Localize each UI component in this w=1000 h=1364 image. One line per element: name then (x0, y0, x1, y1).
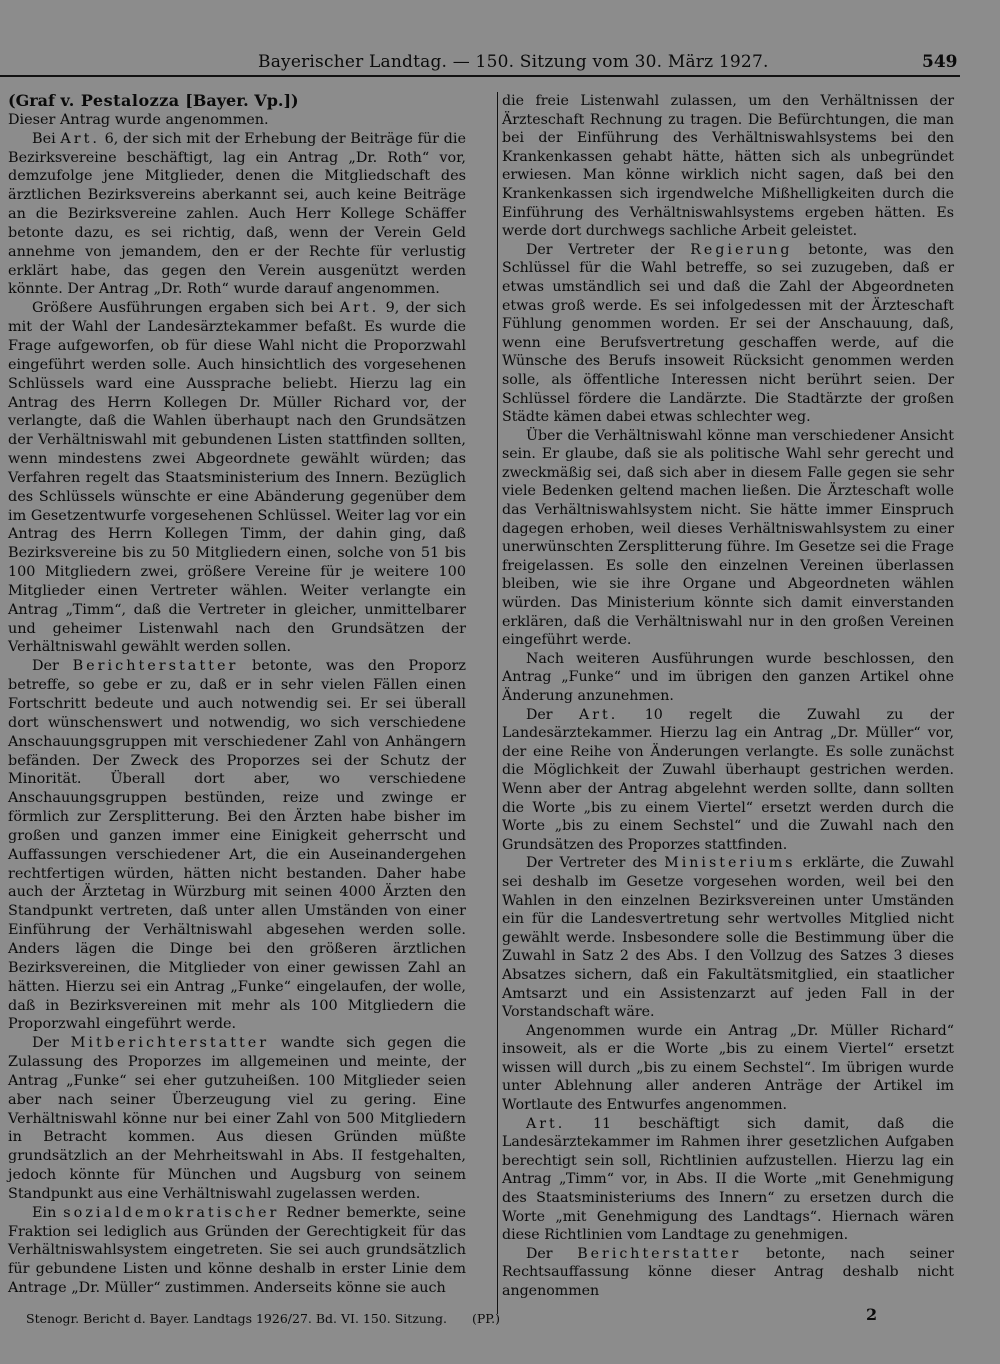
text-run: Der (32, 1035, 59, 1052)
paragraph: die freie Listenwahl zulassen, um den Verhältnissen der Ärzteschaft Rechnung zu tragen. Die Befürchtungen, die man bei der Einführung des Verhältniswahlsystems bei den Krankenkassen gehabt hätte, hätten sich als unbegründet erwiesen. Man könne wirklich nicht sagen, daß bei den Krankenkassen sich irgendwelche Mißhelligkeiten durch die Einführung des Verhältniswahlsystems ergeben hätten. Es werde dort durchwegs sachliche Arbeit geleistet. (502, 93, 954, 240)
text-run: erklärte, die Zuwahl sei deshalb im Gesetze vorgesehen worden, weil bei den Wahlen in den einzelnen Bezirksvereinen unter Umständen ein für die Landesvertretung sehr wertvolles Mitglied nicht gewählt werde. Insbesondere solle die Bestimmung über die Zuwahl in Satz 2 des Abs. I den Vollzug des Satzes 3 dieses Absatzes sichern, daß ein Fakultätsmitglied, ein staatlicher Amtsarzt und ein Assistenzarzt auf jeden Fall in der Vorstandschaft wäre. (502, 855, 955, 1021)
text-run: 9, der sich mit der Wahl der Landesärztekammer befaßt. Es wurde die Frage aufgeworfen, ob für diese Wahl nicht die Proporzwahl eingeführt werden solle. Auch hinsichtlich des vorgesehenen Schlüssels ward eine Aussprache beliebt. Hierzu lag ein Antrag des Herrn Kollegen Dr. Müller Richard vor, der verlangte, daß die Wahlen überhaupt nach den Grundsätzen der Verhältniswahl mit gebundenen Listen stattfinden sollten, wenn mindestens zwei Abgeordnete gewählt würden; das Verfahren regelt das Staatsministerium des Innern. Bezüglich des Schlüssels wünschte er eine Abänderung gegenüber dem im Gesetzentwurfe vorgesehenen Schlüssel. Weiter lag vor ein Antrag des Herrn Kollegen Timm, der dahin ging, daß Bezirksvereine bis zu 50 Mitgliedern einen, solche von 51 bis 100 Mitgliedern zwei, größere Vereine für je weitere 100 Mitglieder einen Vertreter wählen. Weiter verlangte ein Antrag „Timm“, daß die Vertreter in gleicher, unmittelbarer und geheimer Listenwahl nach den Grundsätzen der Verhältniswahl gewählt werden sollen. (8, 300, 466, 656)
paragraph (502, 706, 954, 855)
running-head: Bayerischer Landtag. — 150. Sitzung vom 30. März 1927. (258, 52, 769, 72)
speaker-name: v. Pestalozza (60, 91, 180, 110)
paragraph: Über die Verhältniswahl könne man verschiedener Ansicht sein. Er glaube, daß sie als politische Wahl sehr gerecht und zweckmäßig sei, daß sich aber in diesem Falle gegen sie sehr viele Bedenken geltend machen ließen. Die Ärzteschaft wolle das Verhältniswahlsystem nicht. Sie hätte immer Einspruch dagegen erhoben, weil dieses Verhältniswahlsystem zu einer unerwünschten Zersplitterung führe. Im Gesetze sei die Frage freigelassen. Es solle den einzelnen Vereinen überlassen bleiben, wie sie ihre Organe und Abgeordneten wählen würden. Das Ministerium könnte sich damit einverstanden erklären, daß die Verhältniswahl nur in den großen Vereinen eingeführt werde. (502, 427, 954, 649)
paragraph: Dieser Antrag wurde angenommen. (8, 111, 269, 128)
paragraph: Angenommen wurde ein Antrag „Dr. Müller Richard“ insoweit, als er die Worte „bis zu einem Viertel“ ersetzt wissen will durch „bis zu einem Sechstel“. Im übrigen wurde unter Ablehnung aller anderen Anträge der Artikel im Wortlaute des Entwurfes angenommen. (502, 1022, 954, 1114)
emphasis: Art. (526, 1115, 566, 1132)
text-run: Der Vertreter der (526, 241, 675, 258)
paragraph (8, 1204, 466, 1298)
left-column (8, 92, 466, 1298)
paragraph: Nach weiteren Ausführungen wurde beschlossen, den Antrag „Funke“ und im übrigen den ganzen Artikel ohne Änderung anzunehmen. (502, 650, 954, 704)
sheet-number: 2 (866, 1305, 878, 1324)
footer-source: Stenogr. Bericht d. Bayer. Landtags 1926/27. Bd. VI. 150. Sitzung. (26, 1311, 447, 1326)
header-rule (0, 75, 960, 77)
speaker-party: [Bayer. Vp.]) (185, 91, 299, 110)
paragraph (8, 1034, 466, 1204)
text-run: Bei (32, 130, 56, 147)
text-run: Größere Ausführungen ergaben sich bei (32, 300, 334, 317)
emphasis: Mitberichterstatter (70, 1035, 270, 1052)
emphasis: Ministeriums (664, 855, 796, 872)
text-run: wandte sich gegen die Zulassung des Proporzes im allgemeinen und meinte, der Antrag „Funke“ sei eher gutzuheißen. 100 Mitglieder seien aber nach seiner Überzeugung viel zu gering. Eine Verhältniswahl könne nur bei einer Zahl von 500 Mitgliedern in Betracht kommen. Aus diesen Gründen müßte grundsätzlich an der Mehrheitswahl in Abs. II festgehalten, jedoch könnte für München und Augsburg von seinem Standpunkt aus eine Verhältniswahl zugelassen werden. (8, 1035, 467, 1202)
paragraph (8, 130, 466, 300)
text-run: 6, der sich mit der Erhebung der Beiträge für die Bezirksvereine beschäftigt, lag ein Antrag „Dr. Roth“ vor, demzufolge jene Mitglieder, denen die Mitgliedschaft des ärztlichen Bezirksvereins aberkannt sei, auch keine Beiträge an die Bezirksvereine zahlen. Auch Herr Kollege Schäffer betonte dazu, es sei richtig, daß, wenn der Verein Geld annehme von jemandem, den er der Rechte für verlustig erklärt habe, das gegen den Verein ausgenützt werden könnte. Der Antrag „Dr. Roth“ wurde darauf angenommen. (8, 130, 466, 298)
speaker-line (8, 92, 466, 111)
paragraph (8, 657, 466, 1034)
text-run: Der (32, 658, 59, 675)
text-run: Ein (32, 1204, 57, 1221)
emphasis: Art. (579, 706, 619, 723)
page-number: 549 (922, 52, 958, 72)
emphasis: sozialdemokratischer (63, 1204, 280, 1221)
page-header (0, 50, 1000, 76)
text-run: Der (526, 706, 553, 723)
right-column (502, 92, 954, 1301)
emphasis: Art. (60, 130, 100, 147)
text-run: Redner bemerkte, seine Fraktion sei lediglich aus Gründen der Gerechtigkeit für das Verhältniswahlsystem eingetreten. Sie sei auch grundsätzlich für gebundene Listen und könne deshalb in erster Linie dem Antrage „Dr. Müller“ zustimmen. Anderseits könne sie auch (8, 1204, 467, 1297)
paragraph (8, 299, 466, 657)
paragraph (502, 1115, 954, 1245)
text-run: betonte, was den Schlüssel für die Wahl betreffe, so sei zuzugeben, daß er etwas umständlich sei und daß die Zahl der Abgeordneten etwas groß werde. Es sei infolgedessen mit der Ärzteschaft Fühlung genommen worden. Er sei der Anschauung, daß, wenn eine Berufsvertretung geschaffen werde, auf die Wünsche des Berufs insoweit Rücksicht genommen werden solle, als öffentliche Interessen nicht berührt seien. Der Schlüssel fördere die Landärzte. Die Stadtärzte der großen Städte kämen dabei etwas schlechter weg. (502, 241, 955, 426)
paragraph (502, 241, 954, 427)
emphasis: Art. (339, 300, 380, 317)
emphasis: Berichterstatter (72, 658, 239, 675)
emphasis: Regierung (690, 241, 793, 258)
text-run: betonte, was den Proporz betreffe, so gebe er zu, daß er in sehr vielen Fällen einen Fortschritt bedeute und auch notwendig sei. Er sei überall dort wünschenswert und notwendig, wo sich verschiedene Anschauungsgruppen mit verschiedener Zahl von Anhängern befänden. Der Zweck des Proporzes sei der Schutz der Minorität. Überall dort aber, wo verschiedene Anschauungsgruppen bestünden, reize und zwinge er förmlich zur Zersplitterung. Bei den Ärzten habe bisher im großen und ganzen immer eine Einigkeit geherrscht und Auffassungen verschiedener Art, die ein Auseinandergehen rechtfertigen würden, hätten nicht bestanden. Daher habe auch der Ärztetag in Würzburg mit seinen 4000 Ärzten den Standpunkt vertreten, daß unter allen Umständen von einer Einführung der Verhältniswahl abgesehen werden solle. Anders lägen die Dinge bei den größeren ärztlichen Bezirksvereinen, die Mitglieder von einer gewissen Zahl an hätten. Hierzu sei ein Antrag „Funke“ eingelaufen, der wolle, daß in Bezirksvereinen mit mehr als 100 Mitgliedern die Proporzwahl eingeführt werde. (8, 658, 466, 1033)
text-run: betonte, nach seiner Rechtsauffassung könne dieser Antrag deshalb nicht angenommen (502, 1245, 954, 1299)
footer-code: (PP.) (472, 1311, 501, 1326)
paragraph (502, 1245, 954, 1301)
paragraph (502, 854, 954, 1021)
emphasis: Berichterstatter (577, 1245, 742, 1262)
text-run: Der Vertreter des (526, 855, 658, 872)
text-run: 11 beschäftigt sich damit, daß die Landesärztekammer im Rahmen ihrer gesetzlichen Aufgaben berechtigt sein soll, Richtlinien aufzustellen. Hierzu lag ein Antrag „Timm“ vor, in Abs. II die Worte „mit Genehmigung des Staatsministeriums des Innern“ zu ersetzen durch die Worte „mit Genehmigung des Landtags“. Hiernach wären diese Richtlinien vom Landtage zu genehmigen. (502, 1115, 954, 1244)
text-run: 10 regelt die Zuwahl zu der Landesärztekammer. Hierzu lag ein Antrag „Dr. Müller“ vor, der eine Reihe von Änderungen verlangte. Es solle zunächst die Möglichkeit der Zuwahl überhaupt gestrichen werden. Wenn aber der Antrag abgelehnt werden sollte, dann sollten die Worte „bis zu einem Viertel“ ersetzt werden durch die Worte „bis zu einem Sechstel“ und die Zuwahl nach den Grundsätzen des Proporzes stattfinden. (502, 706, 954, 853)
speaker-prefix: (Graf (8, 91, 55, 110)
column-divider (497, 92, 498, 1314)
text-run: Der (526, 1245, 553, 1262)
